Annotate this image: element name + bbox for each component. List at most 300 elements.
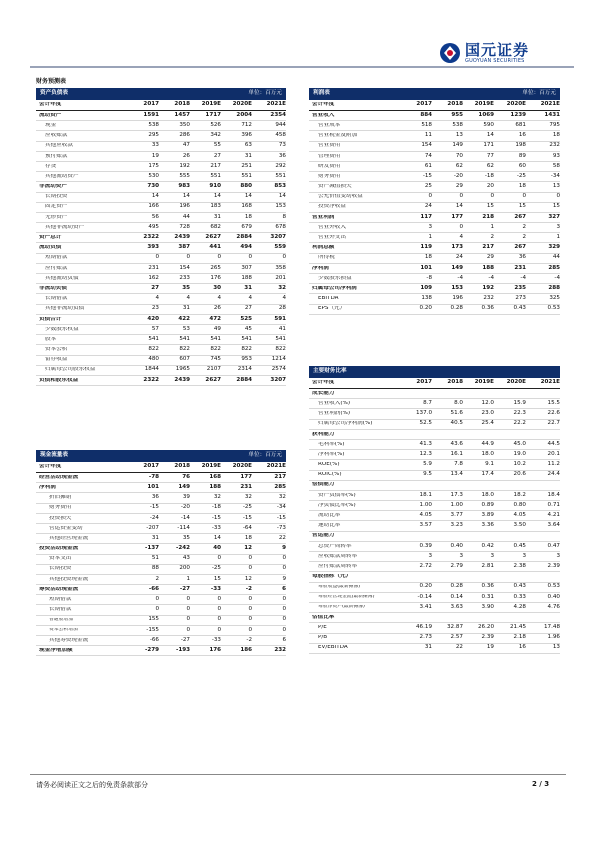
cell-value: 396 (241, 132, 252, 139)
table-row (36, 366, 286, 376)
cell-value: 682 (210, 223, 221, 230)
table-row (309, 613, 560, 623)
cell-value: 2354 (270, 111, 286, 118)
column-header-year: 2017 (143, 463, 159, 470)
table-row (36, 223, 286, 233)
table-row (309, 131, 560, 141)
row-label: 净利润 (312, 265, 329, 271)
cell-value: 2439 (174, 376, 190, 383)
cell-value: 153 (451, 284, 463, 291)
cell-value: 286 (179, 132, 190, 139)
cell-value: 49 (213, 325, 221, 332)
table-row (309, 274, 560, 284)
row-label: 营运资金变动 (49, 525, 83, 531)
row-label: 长期投资 (49, 566, 72, 572)
cell-value: 2.39 (547, 562, 560, 569)
table-row (309, 233, 560, 243)
cell-value: 1 (556, 234, 560, 241)
cell-value: 2.38 (513, 562, 526, 569)
cell-value: -34 (550, 172, 560, 179)
table-row (309, 440, 560, 450)
cell-value: 30 (213, 284, 221, 291)
cell-value: 32 (278, 494, 286, 501)
cell-value: 0.47 (547, 542, 560, 549)
cell-value: -24 (149, 514, 159, 521)
cell-value: 0.71 (547, 501, 560, 508)
cell-value: 55 (213, 142, 221, 149)
cell-value: 458 (275, 132, 286, 139)
row-label: 所得税 (318, 255, 335, 261)
cell-value: 176 (210, 274, 221, 281)
table-row (309, 254, 560, 264)
table-row (309, 501, 560, 511)
cell-value: 3.64 (547, 522, 560, 529)
row-label: 其他非流动负债 (45, 306, 85, 312)
column-header-year: 2018 (447, 101, 463, 108)
cell-value: 822 (275, 346, 286, 353)
cell-value: 1965 (175, 366, 190, 373)
table-row (36, 233, 286, 243)
cell-value: 745 (210, 356, 221, 363)
cell-value: 591 (274, 315, 286, 322)
column-header-label: 会计年度 (312, 380, 335, 386)
cell-value: 176 (209, 646, 221, 653)
row-label: 净负债比率(%) (318, 502, 356, 508)
cell-value: 168 (241, 203, 252, 210)
row-label: 资本公积增加 (49, 628, 78, 632)
cell-value: 0.33 (513, 593, 526, 600)
cell-value: 472 (209, 315, 221, 322)
cell-value: 4 (282, 295, 286, 302)
cell-value: 1 (428, 234, 432, 241)
cell-value: 14 (486, 132, 494, 139)
cell-value: 0.89 (481, 501, 494, 508)
cell-value: 16 (518, 644, 526, 651)
row-label: 利润总额 (312, 245, 335, 251)
cell-value: -14 (180, 514, 190, 521)
table-row (36, 605, 286, 615)
section-title: 财务预测表 (36, 78, 67, 85)
cell-value: -25 (516, 172, 526, 179)
cell-value: 196 (452, 295, 463, 302)
cell-value: 2627 (205, 234, 221, 241)
cell-value: 853 (274, 183, 286, 190)
cell-value: 15.9 (513, 399, 526, 406)
cell-value: 441 (209, 244, 221, 251)
table-row (309, 634, 560, 644)
cell-value: 3.63 (450, 603, 463, 610)
row-label: 资本公积 (45, 347, 68, 353)
row-label: 财务费用 (49, 505, 72, 511)
table-row (36, 565, 286, 575)
table-row (309, 389, 560, 399)
row-label: 归属母公司股东权益 (45, 367, 96, 373)
income-column-headers (309, 100, 560, 111)
cell-value: 101 (147, 483, 159, 490)
cell-value: 44 (182, 213, 190, 220)
cell-value: 232 (549, 142, 560, 149)
table-row (36, 315, 286, 325)
cell-value: 0 (217, 555, 221, 562)
row-label: 净利润 (39, 484, 56, 490)
table-row (309, 142, 560, 152)
cell-value: 0 (282, 555, 286, 562)
cell-value: 173 (451, 244, 463, 251)
cell-value: 188 (482, 264, 494, 271)
cell-value: 0.40 (450, 542, 463, 549)
cell-value: 6 (282, 636, 286, 643)
row-label: 应收账款周转率 (318, 553, 358, 559)
column-header-label: 会计年度 (312, 102, 335, 108)
cell-value: 29 (486, 254, 494, 261)
cashflow-title: 现金流量表 (40, 452, 68, 459)
cell-value: 175 (148, 162, 159, 169)
cell-value: 119 (420, 244, 432, 251)
row-label: 存货 (45, 163, 57, 169)
cell-value: 31 (244, 284, 252, 291)
table-row (36, 335, 286, 345)
cell-value: 188 (209, 483, 221, 490)
row-label: 非流动资产 (39, 184, 67, 190)
cell-value: 5.9 (423, 461, 432, 468)
table-row (36, 544, 286, 554)
cell-value: 307 (241, 264, 252, 271)
row-label: 非流动负债 (39, 285, 67, 291)
table-row (309, 223, 560, 233)
cell-value: 10.2 (513, 461, 526, 468)
cell-value: -8 (426, 274, 432, 281)
cell-value: 14 (213, 534, 221, 541)
cell-value: 23 (151, 305, 159, 312)
ratios-title-bar (309, 366, 560, 378)
cell-value: 0.43 (513, 583, 526, 590)
cell-value: 607 (179, 356, 190, 363)
cell-value: 3.77 (450, 512, 463, 519)
cell-value: 18.2 (513, 491, 526, 498)
cell-value: 822 (148, 346, 159, 353)
cell-value: 0 (459, 223, 463, 230)
cell-value: 1591 (143, 111, 159, 118)
cell-value: 14 (182, 193, 190, 200)
cell-value: 32 (278, 284, 286, 291)
table-row (36, 142, 286, 152)
table-row (36, 213, 286, 223)
table-row (36, 152, 286, 162)
cell-value: 18 (244, 534, 252, 541)
cell-value: 47 (182, 142, 190, 149)
cashflow-unit: 单位：百万元 (248, 452, 282, 459)
cell-value: 1844 (144, 366, 159, 373)
cell-value: 822 (241, 346, 252, 353)
cell-value: 137.0 (415, 410, 432, 417)
cell-value: 4 (248, 295, 252, 302)
cell-value: 20 (486, 183, 494, 190)
cell-value: 31 (182, 305, 190, 312)
cell-value: 910 (209, 183, 221, 190)
cell-value: 4.21 (547, 512, 560, 519)
table-row (309, 511, 560, 521)
table-row (309, 121, 560, 131)
cell-value: 4 (459, 234, 463, 241)
table-row (309, 521, 560, 531)
cell-value: 60 (518, 162, 526, 169)
cell-value: 2 (155, 575, 159, 582)
cell-value: 26 (182, 152, 190, 159)
row-label: 投资净收益 (318, 204, 346, 210)
cell-value: 712 (241, 121, 252, 128)
cell-value: 393 (147, 244, 159, 251)
cell-value: 0 (282, 596, 286, 603)
cell-value: 154 (179, 264, 190, 271)
cell-value: 0 (248, 616, 252, 623)
cell-value: 3 (522, 552, 526, 559)
row-label: 营业成本 (318, 122, 341, 128)
cell-value: -34 (276, 504, 286, 511)
column-header-year: 2021E (540, 101, 560, 108)
table-row (309, 603, 560, 613)
table-row (309, 450, 560, 460)
cell-value: 162 (148, 274, 159, 281)
cell-value: 1431 (544, 111, 560, 118)
row-label: 短期借款 (49, 597, 72, 603)
cell-value: 15.5 (547, 399, 560, 406)
cell-value: 7.8 (454, 461, 463, 468)
company-logo (439, 40, 561, 66)
cell-value: 4 (217, 295, 221, 302)
cell-value: 13 (552, 183, 560, 190)
cell-value: 541 (179, 335, 190, 342)
cell-value: 77 (486, 152, 494, 159)
cell-value: 4 (186, 295, 190, 302)
cell-value: 52.5 (419, 420, 432, 427)
cell-value: 15 (552, 203, 560, 210)
table-row (309, 542, 560, 552)
row-label: 营业收入 (312, 112, 335, 118)
logo-english-name: GUOYUAN SECURITIES (465, 58, 525, 64)
cell-value: 217 (210, 162, 221, 169)
cell-value: -15 (149, 504, 159, 511)
cell-value: 200 (179, 565, 190, 572)
cell-value: 43 (182, 555, 190, 562)
cell-value: 2.39 (481, 634, 494, 641)
table-row (36, 243, 286, 253)
cell-value: 955 (451, 111, 463, 118)
table-row (309, 213, 560, 223)
row-label: 流动负债 (39, 245, 62, 251)
cell-value: 149 (451, 264, 463, 271)
cell-value: 538 (452, 121, 463, 128)
cell-value: 0.20 (419, 305, 432, 312)
column-header-year: 2020E (232, 463, 252, 470)
row-label: 营业利润(%) (318, 411, 351, 417)
cell-value: 88 (151, 565, 159, 572)
cell-value: 20.1 (547, 450, 560, 457)
cell-value: 235 (514, 284, 526, 291)
cell-value: 14 (151, 193, 159, 200)
cell-value: 51.6 (450, 410, 463, 417)
cell-value: -2 (245, 585, 252, 592)
cell-value: 730 (147, 183, 159, 190)
table-row (36, 646, 286, 656)
cell-value: 267 (514, 244, 526, 251)
cell-value: 14 (244, 193, 252, 200)
cell-value: -137 (145, 545, 159, 552)
cell-value: 0.28 (450, 305, 463, 312)
cell-value: 0 (248, 626, 252, 633)
cell-value: 420 (147, 315, 159, 322)
cell-value: -4 (488, 274, 494, 281)
cell-value: 1457 (174, 111, 190, 118)
row-label: 总资产周转率 (318, 543, 352, 549)
table-row (309, 111, 560, 121)
table-row (309, 243, 560, 253)
cell-value: 232 (274, 646, 286, 653)
cell-value: 177 (451, 213, 463, 220)
row-label: EV/EBITDA (318, 645, 348, 651)
cell-value: 31 (424, 644, 432, 651)
cell-value: 9 (282, 545, 286, 552)
cell-value: 171 (483, 142, 494, 149)
cell-value: 25 (424, 183, 432, 190)
cell-value: 350 (179, 121, 190, 128)
row-label: 净利率(%) (318, 451, 345, 457)
cell-value: 0 (282, 254, 286, 261)
row-label: 营业外支出 (318, 235, 346, 241)
cell-value: 18 (244, 213, 252, 220)
cell-value: -155 (146, 626, 159, 633)
cell-value: 0 (248, 596, 252, 603)
cell-value: 18.0 (481, 491, 494, 498)
cell-value: -66 (149, 636, 159, 643)
cell-value: 551 (241, 172, 252, 179)
column-header-year: 2017 (416, 101, 432, 108)
row-label: 其他流动资产 (45, 173, 79, 179)
row-label: 营业外收入 (318, 224, 346, 230)
cell-value: 26 (213, 305, 221, 312)
cell-value: 0 (428, 193, 432, 200)
cell-value: 18.0 (481, 450, 494, 457)
row-label: 应付账款 (45, 265, 68, 271)
cell-value: -0.14 (417, 593, 432, 600)
cell-value: 480 (148, 356, 159, 363)
cell-value: 0 (490, 193, 494, 200)
table-row (309, 420, 560, 430)
table-row (36, 626, 286, 636)
cell-value: -25 (211, 565, 221, 572)
cell-value: 559 (274, 244, 286, 251)
cell-value: 28 (278, 305, 286, 312)
row-label: 现金净增加额 (39, 647, 73, 653)
row-label: 每股指标（元） (312, 574, 352, 580)
column-header-label: 会计年度 (39, 464, 62, 470)
ratios-title: 主要财务比率 (313, 368, 347, 375)
cell-value: 2 (522, 234, 526, 241)
cell-value: 15 (518, 203, 526, 210)
row-label: 其他非流动资产 (45, 224, 85, 230)
table-row (36, 182, 286, 192)
row-label: 经营活动现金流 (39, 474, 79, 480)
cell-value: 154 (421, 142, 432, 149)
cell-value: 41.3 (419, 440, 432, 447)
cell-value: 0 (155, 254, 159, 261)
table-row (36, 274, 286, 284)
cell-value: 0 (248, 555, 252, 562)
income-title-bar (309, 88, 560, 100)
cell-value: 17.3 (450, 491, 463, 498)
page-header (0, 0, 596, 70)
cell-value: 63 (244, 142, 252, 149)
cell-value: 232 (483, 295, 494, 302)
cell-value: 0.36 (481, 583, 494, 590)
cell-value: 231 (514, 264, 526, 271)
cell-value: 153 (275, 203, 286, 210)
cell-value: 0 (186, 616, 190, 623)
row-label: 留存收益 (45, 357, 68, 363)
cell-value: 23.0 (481, 410, 494, 417)
cell-value: 526 (210, 121, 221, 128)
table-row (36, 524, 286, 534)
cell-value: 1069 (478, 111, 494, 118)
row-label: 资产总计 (39, 235, 62, 241)
cell-value: 76 (182, 473, 190, 480)
cell-value: 681 (515, 121, 526, 128)
row-label: 研发费用 (318, 163, 341, 169)
cell-value: 14 (455, 203, 463, 210)
cell-value: 0 (248, 565, 252, 572)
table-row (309, 532, 560, 542)
table-row (36, 111, 286, 121)
cash-flow-table (36, 450, 286, 656)
cell-value: 285 (274, 483, 286, 490)
column-header-year: 2020E (232, 101, 252, 108)
cell-value: 325 (549, 295, 560, 302)
cell-value: 0.80 (513, 501, 526, 508)
cell-value: 18.4 (547, 491, 560, 498)
cell-value: 0.45 (513, 542, 526, 549)
cell-value: -2 (246, 636, 252, 643)
cell-value: 13 (455, 132, 463, 139)
cell-value: 233 (179, 274, 190, 281)
cell-value: 2.18 (513, 634, 526, 641)
cell-value: 40.5 (450, 420, 463, 427)
table-row (309, 284, 560, 294)
table-row (36, 376, 286, 386)
row-label: 筹资活动现金流 (39, 586, 79, 592)
cell-value: 22 (455, 644, 463, 651)
cell-value: 177 (240, 473, 252, 480)
cell-value: 188 (241, 274, 252, 281)
cell-value: 19.0 (513, 450, 526, 457)
cell-value: 17.48 (543, 624, 560, 631)
table-row (309, 562, 560, 572)
cell-value: 2.72 (419, 562, 432, 569)
row-label: 每股经营现金流(最新摊薄) (318, 594, 375, 599)
column-header-year: 2019E (201, 101, 221, 108)
row-label: 速动比率 (318, 523, 341, 529)
cell-value: 19 (486, 644, 494, 651)
cell-value: 9.5 (423, 471, 432, 478)
cell-value: 45 (244, 325, 252, 332)
cell-value: 19 (151, 152, 159, 159)
row-label: 投资活动现金流 (39, 546, 79, 552)
cell-value: -20 (180, 504, 190, 511)
cell-value: 3 (459, 552, 463, 559)
cell-value: 551 (210, 172, 221, 179)
table-row (36, 473, 286, 483)
cell-value: 186 (240, 646, 252, 653)
cell-value: 6 (282, 585, 286, 592)
table-row (36, 162, 286, 172)
